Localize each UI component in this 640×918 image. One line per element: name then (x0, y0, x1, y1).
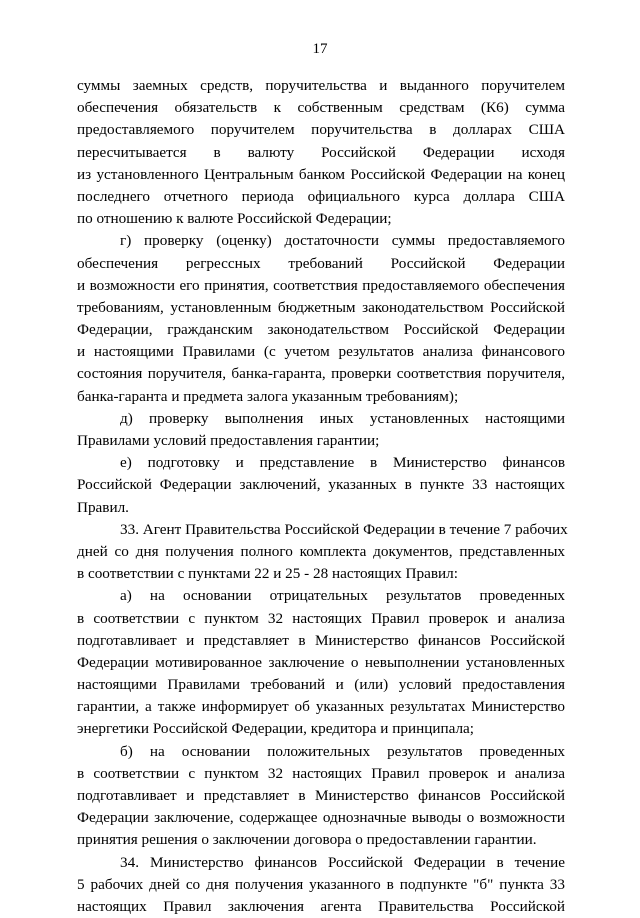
text-line: банка-гаранта и предмета залога указанным требованиям); (77, 387, 459, 405)
text-line: суммы заемных средств, поручительства и выданного поручителем (77, 77, 565, 94)
text-line: принятия решения о заключении договора о предоставлении гарантии. (77, 831, 537, 849)
text-line: и настоящими Правилами (с учетом результатов анализа финансового (77, 343, 565, 361)
text-line: Правилами условий предоставления гарантии; (77, 432, 380, 449)
text-line: Федерации, гражданским законодательством Российской Федерации (77, 321, 565, 339)
text-line: в соответствии с пунктом 32 настоящих Правил проверок и анализа (77, 764, 565, 782)
text-line: настоящими Правилами требований и (или) условий предоставления (77, 676, 565, 694)
page-number: 17 (312, 41, 328, 57)
text-line: настоящих Правил заключения агента Правительства Российской (77, 897, 565, 915)
document-body (77, 75, 568, 918)
text-line: состояния поручителя, банка-гаранта, проверки соответствия поручителя, (77, 365, 565, 383)
text-line: требованиям, установленным бюджетным законодательством Российской (77, 298, 565, 316)
text-line: 33. Агент Правительства Российской Федерации в течение 7 рабочих (120, 520, 568, 538)
text-line: в соответствии с пунктом 32 настоящих Правил проверок и анализа (77, 609, 565, 627)
text-line: д) проверку выполнения иных установленных настоящими (120, 409, 565, 427)
text-line: и возможности его принятия, соответствия предоставляемого обеспечения (77, 276, 565, 294)
text-line: 5 рабочих дней со дня получения указанного в подпункте "б" пункта 33 (77, 875, 565, 893)
text-line: а) на основании отрицательных результатов проведенных (120, 587, 565, 605)
text-line: подготавливает и представляет в Министерство финансов Российской (77, 631, 565, 649)
text-line: г) проверку (оценку) достаточности суммы предоставляемого (120, 232, 565, 250)
text-line: энергетики Российской Федерации, кредитора и принципала; (77, 720, 475, 738)
text-line: обеспечения обязательств к собственным средствам (К6) сумма (77, 99, 565, 117)
text-line: дней со дня получения полного комплекта документов, представленных (77, 542, 565, 560)
text-line: 34. Министерство финансов Российской Федерации в течение (120, 853, 565, 871)
text-line: по отношению к валюте Российской Федерации; (77, 210, 392, 228)
text-line: подготавливает и представляет в Министерство финансов Российской (77, 787, 565, 804)
text-line: последнего отчетного периода официального курса доллара США (77, 187, 565, 205)
text-line: обеспечения регрессных требований Российской Федерации (77, 254, 565, 272)
text-line: б) на основании положительных результатов проведенных (120, 742, 565, 760)
text-line: пересчитывается в валюту Российской Федерации исходя (77, 143, 565, 161)
text-line: Российской Федерации заключений, указанных в пункте 33 настоящих (77, 476, 565, 494)
text-line: Правил. (77, 498, 129, 516)
text-line: Федерации мотивированное заключение о невыполнении установленных (77, 653, 565, 671)
text-line: гарантии, а также информирует об указанных результатах Министерство (77, 698, 565, 716)
text-line: из установленного Центральным банком Российской Федерации на конец (77, 165, 565, 183)
text-line: в соответствии с пунктами 22 и 25 - 28 настоящих Правил: (77, 565, 458, 583)
text-line: Федерации заключение, содержащее однозначные выводы о возможности (77, 809, 565, 827)
text-line: е) подготовку и представление в Министерство финансов (120, 454, 565, 472)
text-line: предоставляемого поручителем поручительства в долларах США (77, 121, 565, 139)
